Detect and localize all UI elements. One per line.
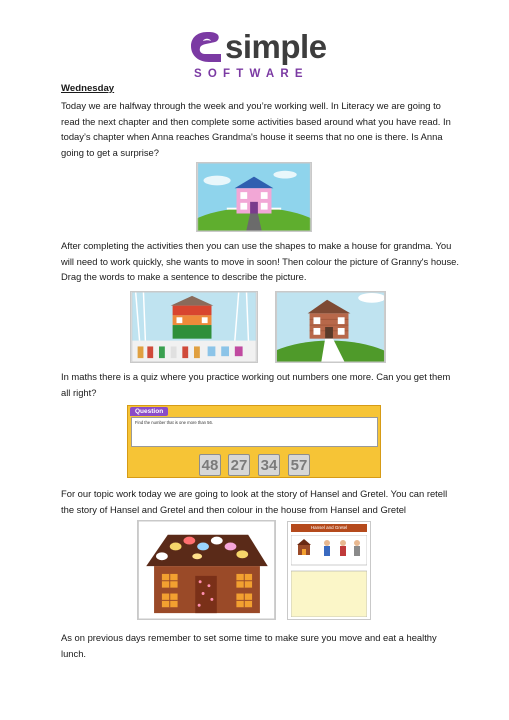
question-text: Find the number that is one more than 56. xyxy=(135,420,213,425)
card-title: Hansel and Gretel xyxy=(291,524,367,532)
answer-tile[interactable]: 57 xyxy=(288,454,310,476)
logo-2-icon xyxy=(187,30,227,64)
grannys-brick-house-image xyxy=(275,291,386,363)
logo-wordmark: simple xyxy=(225,28,327,65)
paragraph-topic: For our topic work today we are going to look at the story of Hansel and Gretel. You can retell the story of Hansel and Gretel and then colour in the house from Hansel and Gretel xyxy=(61,488,448,515)
shape-house-builder-image xyxy=(130,291,258,363)
day-heading: Wednesday xyxy=(61,83,115,94)
logo-subtitle: SOFTWARE xyxy=(194,68,309,80)
question-tab: Question xyxy=(130,407,168,416)
paragraph-reminder: As on previous days remember to set some time to make sure you move and eat a healthy lunch. xyxy=(61,632,437,659)
maths-quiz-panel xyxy=(127,405,381,478)
answer-tile[interactable]: 27 xyxy=(228,454,250,476)
paragraph-maths: In maths there is a quiz where you practice working out numbers one more. Can you get them all right? xyxy=(61,371,451,398)
grandmas-house-image xyxy=(196,162,312,232)
paragraph-activities: After completing the activities then you can use the shapes to make a house for grandma. You will need to work quickly, she wants to move in soon! Then colour the picture of Granny's house. Drag the words to make a sentence to describe the picture. xyxy=(61,240,460,282)
answer-tile[interactable]: 34 xyxy=(258,454,280,476)
answer-tile[interactable]: 48 xyxy=(199,454,221,476)
hansel-gretel-activity-card xyxy=(287,521,371,620)
question-box xyxy=(131,417,378,447)
paragraph-literacy: Today we are halfway through the week and you’re working well. In Literacy we are going to read the next chapter and then complete some activities based around what you have read. In today’s chapter when Anna reaches Grandma's house it seems that no one is there. Is Anna going to get a surprise? xyxy=(61,100,451,158)
character-sorting-image xyxy=(291,535,367,617)
gingerbread-house-image xyxy=(137,520,276,620)
